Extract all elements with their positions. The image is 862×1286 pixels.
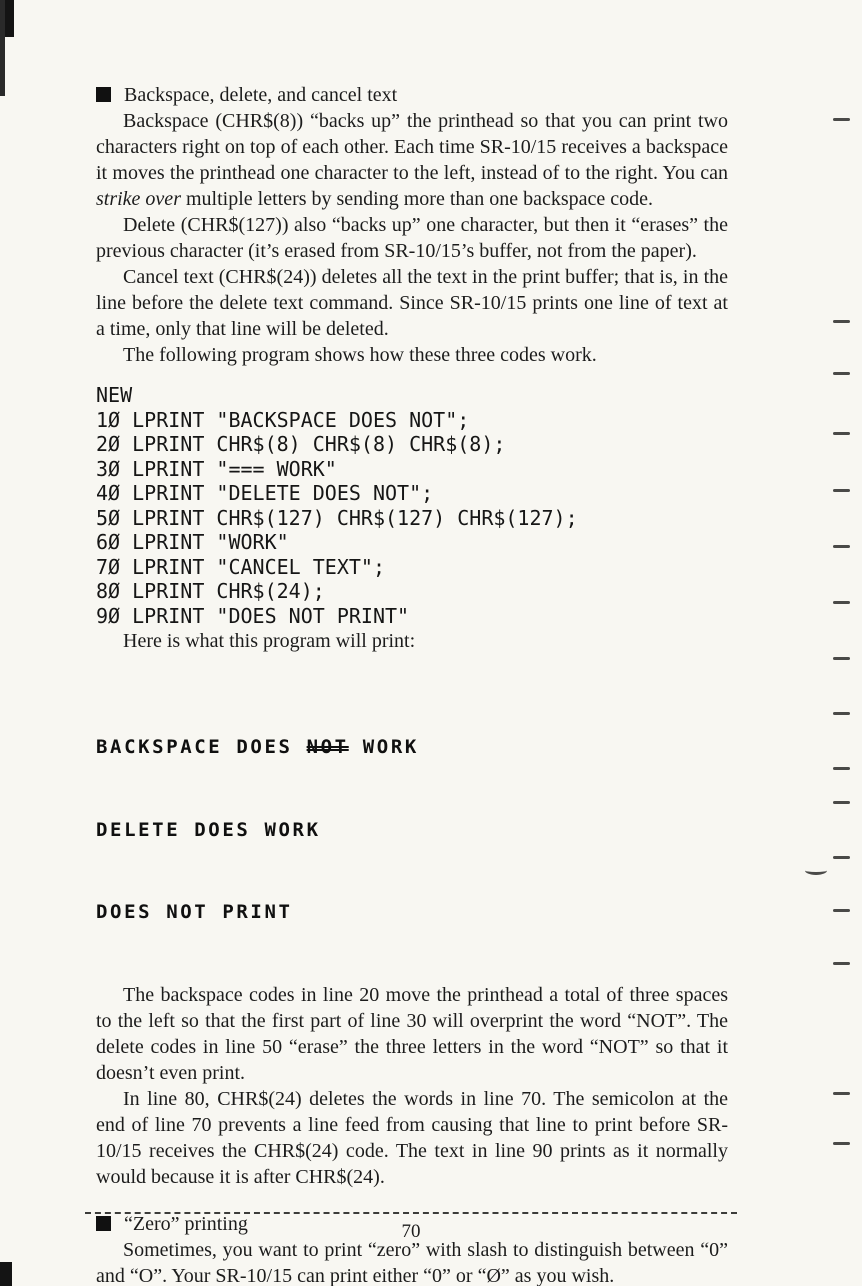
code-line: 4Ø LPRINT "DELETE DOES NOT"; xyxy=(96,481,434,505)
margin-mark xyxy=(833,962,850,965)
output-line: DOES NOT PRINT xyxy=(96,901,293,923)
paragraph-output-intro: Here is what this program will print: xyxy=(123,630,416,652)
paragraph-explanation-cancel: In line 80, CHR$(24) deletes the words in line 70. The semicolon at the end of line 70 prevents a line feed from causing that line to print before SR-10/15 receives the CHR$(24) code. The text in line 90 prints as it normally would because it is after CHR$(24). xyxy=(96,1087,728,1188)
output-line: DELETE DOES WORK xyxy=(96,818,321,841)
paragraph-program-intro: The following program shows how these three codes work. xyxy=(123,344,597,366)
margin-mark xyxy=(833,601,850,604)
margin-mark xyxy=(833,1142,850,1145)
margin-mark xyxy=(833,767,850,770)
section-bullet-icon xyxy=(96,87,111,102)
code-line: 3Ø LPRINT "=== WORK" xyxy=(96,456,337,481)
margin-mark xyxy=(833,489,850,492)
basic-program-listing xyxy=(96,383,728,628)
margin-mark xyxy=(833,432,850,435)
margin-mark xyxy=(833,801,850,804)
margin-mark xyxy=(833,657,850,660)
page-body-text xyxy=(96,82,728,1286)
paragraph-text: Backspace (CHR$(8)) “backs up” the printhead so that you can print two characters right on top of each other. Each time SR-10/15 receives a backspace it moves the printhead one character to the left, instead of to the right. You can xyxy=(96,110,728,184)
section-title: Backspace, delete, and cancel text xyxy=(124,84,398,106)
code-line: 9Ø LPRINT "DOES NOT PRINT" xyxy=(96,603,410,628)
section-title: “Zero” printing xyxy=(124,1212,248,1235)
paragraph-cancel-text: Cancel text (CHR$(24)) deletes all the text in the print buffer; that is, in the line before the delete text command. Since SR-10/15 prints one line of text at a time, only that line will be deleted. xyxy=(96,266,728,340)
scan-artifact-bottom-left xyxy=(0,1262,12,1286)
paragraph-backspace xyxy=(96,108,728,212)
code-line: NEW xyxy=(96,383,133,407)
margin-mark xyxy=(833,712,850,715)
scan-artifact-binding-streak xyxy=(0,0,5,96)
paragraph-text: multiple letters by sending more than one backspace code. xyxy=(180,188,654,210)
code-line: 2Ø LPRINT CHR$(8) CHR$(8) CHR$(8); xyxy=(96,432,506,456)
code-line: 7Ø LPRINT "CANCEL TEXT"; xyxy=(96,554,385,579)
margin-mark-curve xyxy=(805,866,827,875)
output-text: WORK xyxy=(348,736,419,758)
code-line: 1Ø LPRINT "BACKSPACE DOES NOT"; xyxy=(96,407,470,432)
paragraph-explanation-backspace-delete: The backspace codes in line 20 move the printhead a total of three spaces to the left so that the first part of line 30 will overprint the word “NOT”. The delete codes in line 50 “erase” the three letters in the word “NOT” so that it doesn’t even print. xyxy=(96,983,728,1084)
code-line: 8Ø LPRINT CHR$(24); xyxy=(96,579,325,603)
strike-over-italic: strike over xyxy=(96,188,181,210)
printed-output-sample xyxy=(96,679,728,982)
code-line: 5Ø LPRINT CHR$(127) CHR$(127) CHR$(127); xyxy=(96,505,578,530)
paragraph-delete: Delete (CHR$(127)) also “backs up” one character, but then it “erases” the previous character (it’s erased from SR-10/15’s buffer, not from the paper). xyxy=(96,214,728,262)
section-heading-backspace-delete-cancel xyxy=(96,82,728,108)
margin-mark xyxy=(833,1092,850,1095)
paragraph-zero-printing: Sometimes, you want to print “zero” with slash to distinguish between “0” and “O”. Your SR-10/15 can print either “0” or “Ø” as you wish. xyxy=(96,1238,728,1286)
output-text: BACKSPACE DOES xyxy=(96,736,307,758)
margin-mark xyxy=(833,118,850,121)
margin-mark xyxy=(833,372,850,375)
output-line xyxy=(96,734,728,762)
margin-mark xyxy=(833,856,850,859)
footer-dashed-rule xyxy=(85,1212,737,1214)
code-line: 6Ø LPRINT "WORK" xyxy=(96,530,289,554)
margin-mark xyxy=(833,909,850,912)
page-number: 70 xyxy=(401,1221,421,1242)
margin-mark xyxy=(833,545,850,548)
margin-mark xyxy=(833,320,850,323)
overstruck-word: NOT xyxy=(306,736,349,758)
